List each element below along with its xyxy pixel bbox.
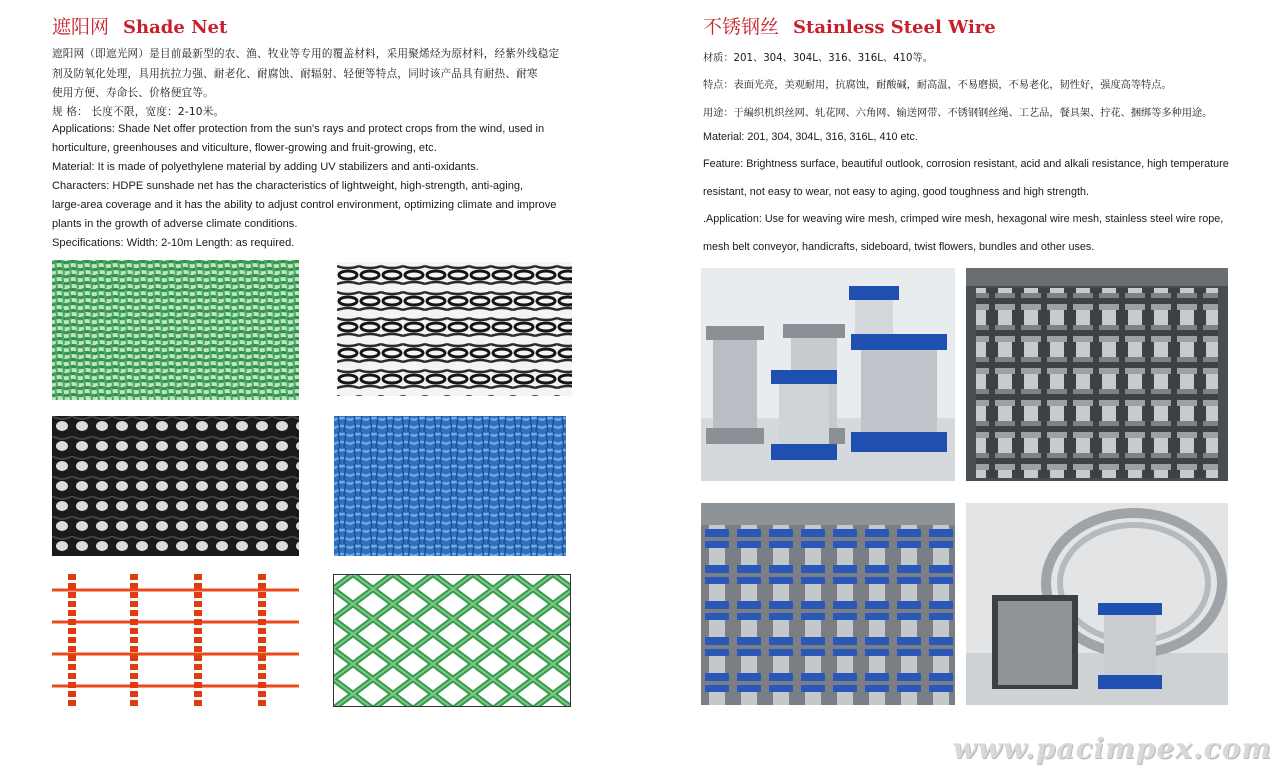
shade-net-desc-cn-line: 遮阳网（即遮光网）是目前最新型的农、渔、牧业等专用的覆盖材料，采用聚烯烃为原材料，经紫外线稳定 [52, 48, 560, 60]
wire-material-en: Material: 201, 304, 304L, 316, 316L, 410 etc. [703, 131, 918, 143]
shade-net-desc-en-line: Characters: HDPE sunshade net has the characteristics of lightweight, high-strength, anti-aging, [52, 180, 524, 192]
wire-spools-stacked-photo [966, 268, 1228, 481]
website-watermark: www.pacimpex.com [952, 732, 1272, 765]
blue-shade-net-photo [334, 416, 566, 556]
orange-net-photo [52, 574, 299, 707]
wire-feature-cn: 特点：表面光亮，美观耐用，抗腐蚀，耐酸碱，耐高温，不易磨损，不易老化，韧性好，强度高等特点。 [703, 80, 1172, 91]
stainless-wire-title-cn: 不锈钢丝 [703, 16, 780, 38]
wire-feature-en-cont: resistant, not easy to wear, not easy to aging, good toughness and high strength. [703, 186, 1089, 198]
shade-net-spec-en: Specifications: Width: 2-10m Length: as required. [52, 237, 295, 249]
wire-usage-cn: 用途：于編织机织丝网、轧花网、六角网、输送网带、不锈钢钢丝绳、工艺品，餐具架、拧花、捆绑等多种用途。 [703, 108, 1213, 119]
shade-net-desc-en-line: horticulture, greenhouses and viticulture, flower-growing and fruit-growing, etc. [52, 142, 437, 154]
shade-net-desc-cn-line: 使用方便、寿命长、价格便宜等。 [52, 87, 214, 99]
wire-feature-en: Feature: Brightness surface, beautiful outlook, corrosion resistant, acid and alkali resistance, high temperature [703, 158, 1229, 170]
stainless-wire-title [703, 12, 996, 39]
shade-net-desc-en-line: plants in the growth of adverse climate conditions. [52, 218, 298, 230]
shade-net-desc-en-line: Material: It is made of polyethylene material by adding UV stabilizers and anti-oxidants. [52, 161, 479, 173]
shade-net-desc-en-line: Applications: Shade Net offer protection from the sun's rays and protect crops from the wind, used in [52, 123, 545, 135]
black-knit-net-photo [337, 262, 572, 396]
wire-coil-photo [966, 503, 1228, 705]
wire-application-en: .Application: Use for weaving wire mesh, crimped wire mesh, hexagonal wire mesh, stainless steel wire rope, [703, 213, 1224, 225]
shade-net-title [52, 12, 227, 39]
wire-application-en-cont: mesh belt conveyor, handicrafts, sideboard, twist flowers, bundles and other uses. [703, 241, 1095, 253]
shade-net-desc-cn-line: 剂及防氧化处理，具用抗拉力强、耐老化、耐腐蚀、耐辐射、轻便等特点，同时该产品具有耐热、耐寒 [52, 68, 538, 80]
green-diamond-net-photo [333, 574, 571, 707]
wire-material-cn: 材质：201、304、304L、316、316L、410等。 [703, 53, 933, 64]
shade-net-desc-en-line: large-area coverage and it has the ability to adjust control environment, optimizing climate and improve [52, 199, 557, 211]
green-shade-net-photo [52, 260, 299, 400]
stainless-wire-title-en: Stainless Steel Wire [793, 17, 996, 38]
wire-spools-photo [701, 268, 955, 481]
black-mesh-net-photo [52, 416, 299, 556]
shade-net-title-cn: 遮阳网 [52, 16, 110, 38]
shade-net-title-en: Shade Net [123, 17, 228, 38]
wire-spools-rows-photo [701, 503, 955, 705]
shade-net-spec-cn: 规 格： 长度不限，宽度：2-10米。 [52, 106, 225, 118]
